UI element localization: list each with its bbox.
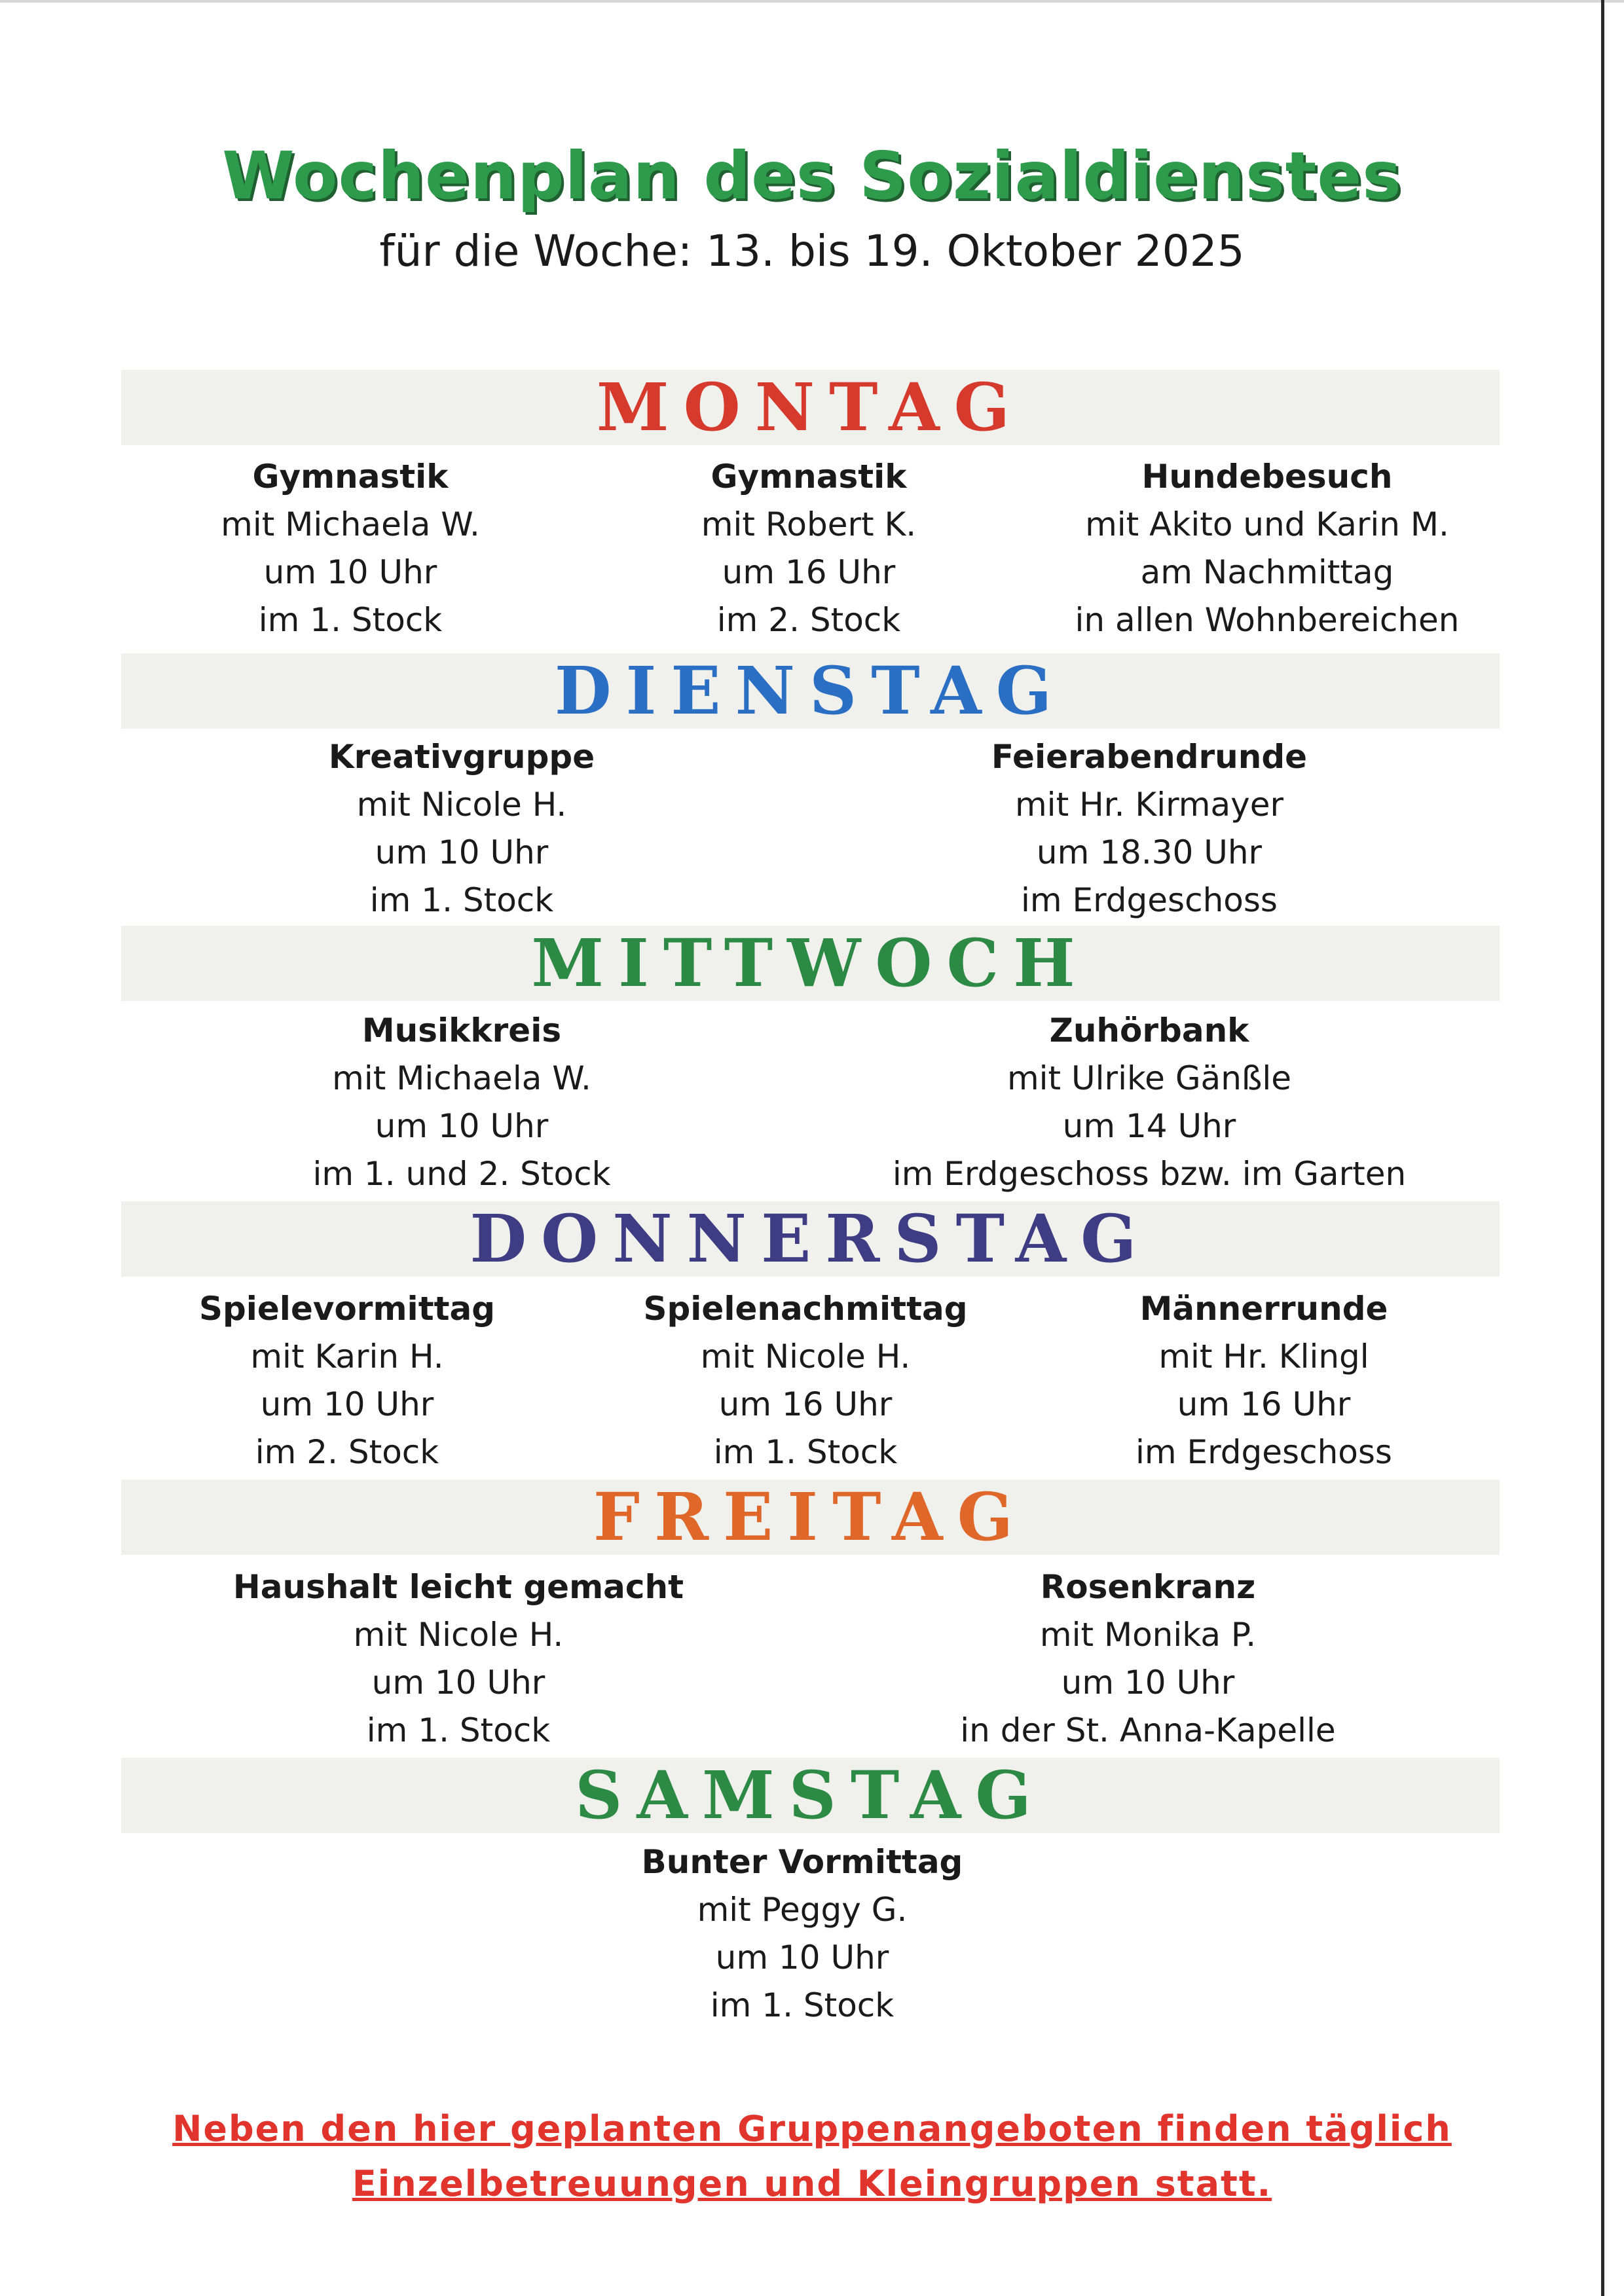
event-place: im Erdgeschoss <box>1021 881 1278 919</box>
event-host: mit Ulrike Gänßle <box>1006 1059 1292 1097</box>
event-time: am Nachmittag <box>1140 553 1394 591</box>
day-heading-dienstag: DIENSTAG <box>121 653 1500 729</box>
event-dienstag-1 <box>167 733 756 924</box>
day-heading-freitag: FREITAG <box>121 1480 1500 1555</box>
event-time: um 16 Uhr <box>722 553 896 591</box>
event-place: im 2. Stock <box>716 601 901 639</box>
event-time: um 10 Uhr <box>715 1939 889 1977</box>
footer-note <box>0 2102 1624 2212</box>
event-host: mit Hr. Klingl <box>1158 1338 1369 1376</box>
event-place: in allen Wohnbereichen <box>1075 601 1460 639</box>
event-samstag-1 <box>507 1838 1097 2030</box>
event-title: Männerrunde <box>1139 1290 1388 1328</box>
event-title: Kreativgruppe <box>328 738 595 776</box>
event-time: um 16 Uhr <box>1177 1385 1351 1423</box>
event-title: Feierabendrunde <box>991 738 1308 776</box>
event-time: um 10 Uhr <box>263 553 437 591</box>
event-title: Bunter Vormittag <box>641 1843 963 1881</box>
event-montag-3 <box>972 453 1562 644</box>
event-time: um 10 Uhr <box>1061 1664 1235 1702</box>
event-time: um 14 Uhr <box>1062 1107 1236 1145</box>
footer-line-2: Einzelbetreuungen und Kleingruppen statt. <box>352 2163 1272 2204</box>
event-host: mit Michaela W. <box>332 1059 591 1097</box>
event-host: mit Michaela W. <box>221 505 480 543</box>
event-place: im 1. Stock <box>369 881 554 919</box>
event-place: im 1. Stock <box>710 1986 895 2024</box>
event-place: in der St. Anna-Kapelle <box>960 1711 1336 1749</box>
event-host: mit Nicole H. <box>356 786 567 824</box>
event-freitag-2 <box>853 1563 1443 1755</box>
event-title: Musikkreis <box>361 1011 562 1049</box>
event-title: Spielevormittag <box>198 1290 496 1328</box>
event-place: im Erdgeschoss bzw. im Garten <box>892 1155 1407 1193</box>
event-title: Spielenachmittag <box>643 1290 968 1328</box>
event-time: um 10 Uhr <box>260 1385 434 1423</box>
day-heading-montag: MONTAG <box>121 370 1500 445</box>
event-time: um 10 Uhr <box>375 1107 549 1145</box>
scan-edge-right <box>1601 0 1604 2296</box>
event-host: mit Peggy G. <box>697 1891 908 1929</box>
event-place: im 2. Stock <box>255 1433 439 1471</box>
event-time: um 10 Uhr <box>375 833 549 871</box>
footer-line-1: Neben den hier geplanten Gruppenangeboten finden täglich <box>172 2108 1452 2149</box>
event-title: Gymnastik <box>710 458 907 496</box>
event-place: im Erdgeschoss <box>1135 1433 1392 1471</box>
event-place: im 1. Stock <box>713 1433 898 1471</box>
page-subtitle: für die Woche: 13. bis 19. Oktober 2025 <box>379 226 1245 276</box>
event-title: Haushalt leicht gemacht <box>232 1568 684 1606</box>
event-host: mit Akito und Karin M. <box>1085 505 1449 543</box>
event-host: mit Nicole H. <box>700 1338 911 1376</box>
event-host: mit Hr. Kirmayer <box>1014 786 1284 824</box>
event-time: um 10 Uhr <box>371 1664 545 1702</box>
event-host: mit Karin H. <box>250 1338 444 1376</box>
event-freitag-1 <box>164 1563 753 1755</box>
event-title: Hundebesuch <box>1141 458 1393 496</box>
event-donnerstag-3 <box>969 1285 1559 1476</box>
day-heading-donnerstag: DONNERSTAG <box>121 1201 1500 1277</box>
event-place: im 1. Stock <box>258 601 443 639</box>
event-host: mit Monika P. <box>1039 1616 1257 1654</box>
event-mittwoch-2 <box>855 1007 1444 1198</box>
event-place: im 1. und 2. Stock <box>312 1155 611 1193</box>
day-heading-mittwoch: MITTWOCH <box>121 926 1500 1001</box>
event-place: im 1. Stock <box>366 1711 551 1749</box>
day-heading-samstag: SAMSTAG <box>121 1758 1500 1833</box>
event-dienstag-2 <box>855 733 1444 924</box>
event-title: Rosenkranz <box>1040 1568 1256 1606</box>
event-host: mit Robert K. <box>701 505 917 543</box>
event-time: um 16 Uhr <box>718 1385 893 1423</box>
event-host: mit Nicole H. <box>353 1616 564 1654</box>
event-title: Zuhörbank <box>1049 1011 1249 1049</box>
event-time: um 18.30 Uhr <box>1036 833 1263 871</box>
scan-edge-top <box>0 0 1624 3</box>
event-title: Gymnastik <box>252 458 449 496</box>
event-mittwoch-1 <box>167 1007 756 1198</box>
page-title: Wochenplan des Sozialdienstes <box>222 137 1402 214</box>
